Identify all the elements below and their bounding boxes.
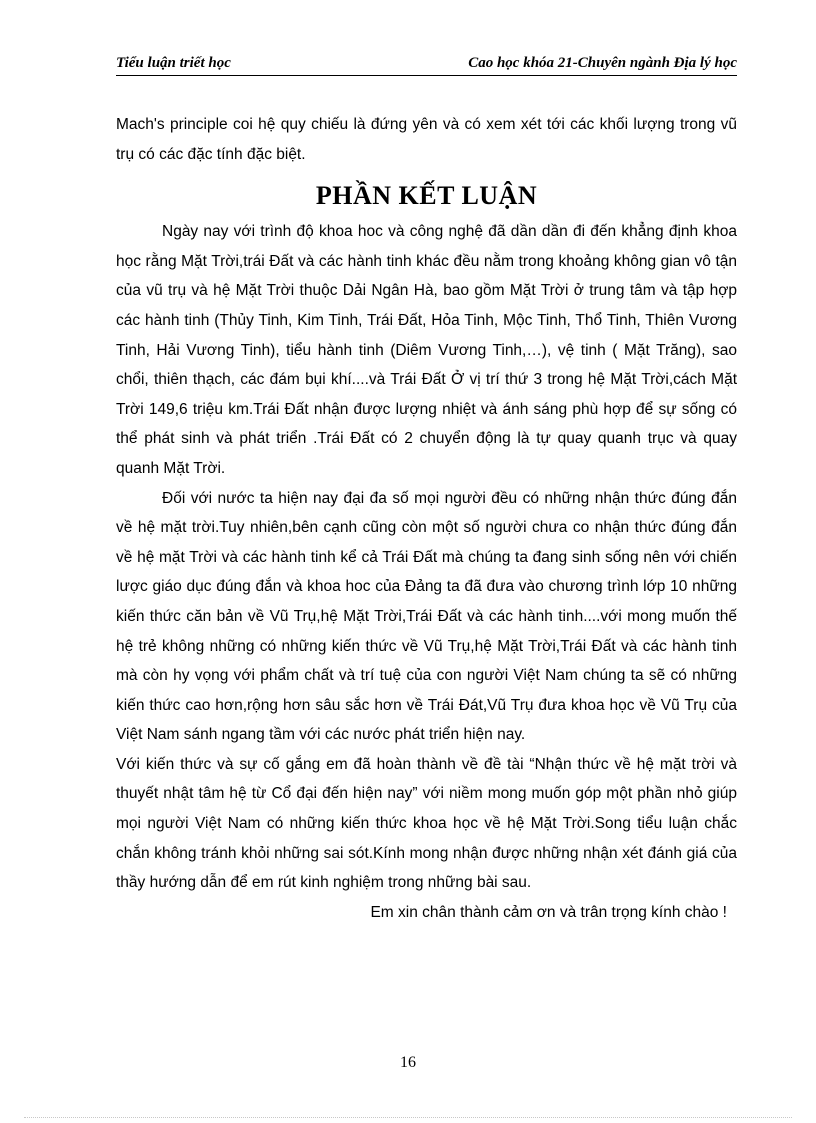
paragraph-1: Ngày nay với trình độ khoa hoc và công nghệ đã dần dần đi đến khẳng định khoa học rằng Mặt Trời,trái Đất và các hành tinh khác đều nằm trong khoảng không gian vô tận của vũ trụ và hệ Mặt Trời thuộc Dải Ngân Hà, bao gồm Mặt Trời ở trung tâm và tập hợp các hành tinh (Thủy Tinh, Kim Tinh, Trái Đất, Hỏa Tinh, Mộc Tinh, Thổ Tinh, Thiên Vương Tinh, Hải Vương Tinh), tiểu hành tinh (Diêm Vương Tinh,…), vệ tinh ( Mặt Trăng), sao chổi, thiên thạch, các đám bụi khí....và Trái Đất Ở vị trí thứ 3 trong hệ Mặt Trời,cách Mặt Trời 149,6 triệu km.Trái Đất nhận được lượng nhiệt và ánh sáng phù hợp để sự sống có thể phát sinh và phát triển .Trái Đất có 2 chuyển động là tự quay quanh trục và quay quanh Mặt Trời. bbox=[116, 223, 737, 477]
page-number: 16 bbox=[400, 1054, 416, 1071]
header-right-title: Cao học khóa 21-Chuyên ngành Địa lý học bbox=[468, 55, 737, 71]
paragraph-3: Với kiến thức và sự cố gắng em đã hoàn thành về đề tài “Nhận thức về hệ mặt trời và thuyết nhật tâm hệ từ Cổ đại đến hiện nay” với niềm mong muốn góp một phần nhỏ giúp mọi người Việt Nam có những kiến thức khoa học về hệ Mặt Trời.Song tiểu luận chắc chắn không tránh khỏi những sai sót.Kính mong nhận được những nhận xét đánh giá của thầy hướng dẫn để em rút kinh nghiệm trong những bài sau. bbox=[116, 755, 737, 892]
paragraph-2: Đối với nước ta hiện nay đại đa số mọi người đều có những nhận thức đúng đắn về hệ mặt trời.Tuy nhiên,bên cạnh cũng còn một số người chưa co nhận thức đúng đắn về hệ mặt Trời và các hành tinh kể cả Trái Đất mà chúng ta đang sinh sống nên với chiến lược giáo dục đúng đắn và khoa hoc của Đảng ta đã đưa vào chương trình lớp 10 những kiến thức căn bản về Vũ Trụ,hệ Mặt Trời,Trái Đất và các hành tinh....với mong muốn thế hệ trẻ không những có những kiến thức về Vũ Trụ,hệ Mặt Trời,Trái Đất và các hành tinh mà còn hy vọng với phẩm chất và trí tuệ của con người Việt Nam chúng ta sẽ có những kiến thức cao hơn,rộng hơn sâu sắc hơn về Trái Đát,Vũ Trụ đưa khoa học về Vũ Trụ của Việt Nam sánh ngang tầm với các nước phát triển hiện nay. bbox=[116, 489, 737, 744]
section-title: PHẦN KẾT LUẬN bbox=[315, 181, 538, 211]
header-left-title: Tiểu luận triết học bbox=[116, 55, 231, 71]
document-body bbox=[116, 110, 737, 927]
intro-paragraph: Mach's principle coi hệ quy chiếu là đứng yên và có xem xét tới các khối lượng trong vũ trụ có các đặc tính đặc biệt. bbox=[116, 116, 737, 163]
page-header bbox=[116, 46, 737, 76]
closing-line: Em xin chân thành cảm ơn và trân trọng kính chào ! bbox=[370, 903, 727, 921]
page-bottom-divider bbox=[24, 1117, 792, 1118]
